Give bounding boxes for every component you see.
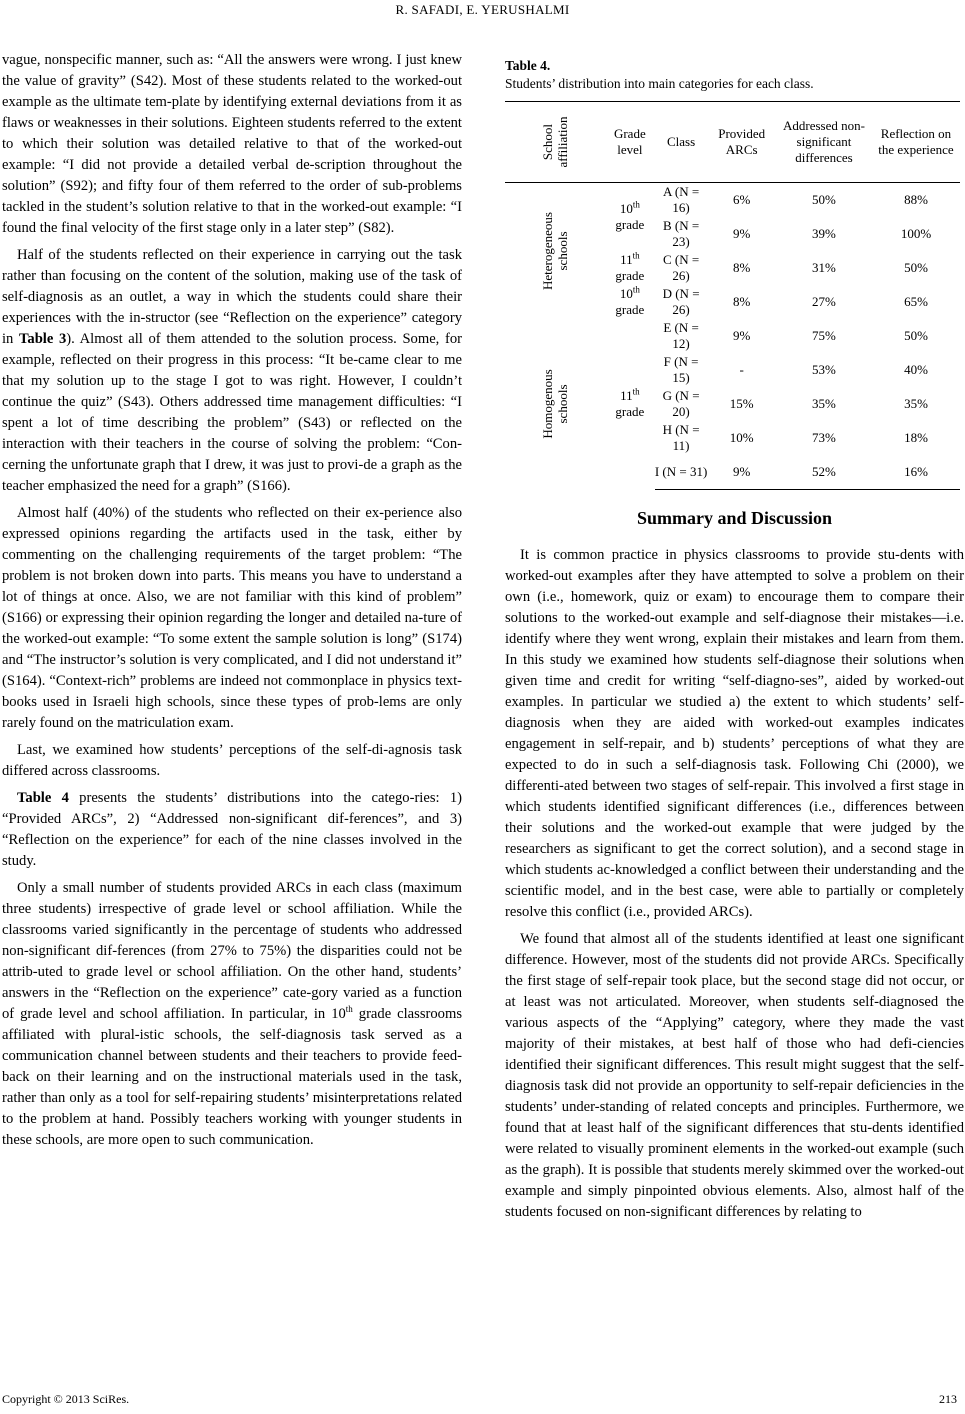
table-title: Table 4. [505,58,551,73]
section-heading: Summary and Discussion [636,508,833,528]
nonsig-cell: 52% [776,455,872,490]
table-caption: Students’ distribution into main categories for each class. [505,76,814,91]
paragraph: Half of the students reflected on their experience in carrying out the task rather than focusing on the content of the solution, making use of the task of self-diagnosis as an outlet, a way in which the students could share their experiences with the in-structor (see “Reflection on the experience” category in Table 3). Almost all of them attended to the solution process. Some, for example, reflected on their progress in this process: “It be-came clear to me that my solution up to the stage I got to was right. However, I couldn’t continue the quiz” (S43). Others addressed time management difficulties: “I spent a lot of time describing the problem” (S43) or reflected on the interaction with their teachers in the course of solving the problem: “Con-cerning the unfortunate graph that I drew, it was just to provi-de a graph as the teacher emphasized the need for a graph” (S166). [2,247,462,494]
class-cell: D (N = 26) [662,286,700,317]
right-column [505,545,964,1223]
header-class: Class [655,102,708,183]
paragraph: It is common practice in physics classrooms to provide stu-dents with worked-out examples after they have attempted to solve a problem on their own (i.e., homework, quiz or exam) to encourage them to compare their solutions to the worked-out example and self-diagnose their mistakes—i.e. identify where they went wrong, explain their mistakes and learn from them. In this study we examined how students self-diagnose their solutions when given time and credit for writing “self-diagno-ses”, aided by worked-out examples. In particular we studied a) the extent to which students’ self-diagnosis when they are aided with worked-out examples indicates engagement in self-repair, and b) students’ perceptions of what they are expected to do in such a self-diagnosis task. Following Chi (2000), we differenti-ated between two stages of self-repair. This involved a first stage in which students identified significant differences (i.e., differences between their solutions and the worked-out example that were judged by the researchers as significant to get the correct solution), and a second stage in which students ac-knowledged a conflict between their understanding and the scientific model, and in the best case, were able to partially or completely resolve this conflict (i.e., provided ARCs). [505,547,964,920]
arcs-cell: 9% [733,226,751,241]
nonsig-cell: 31% [812,260,836,275]
reflection-cell: 40% [904,362,928,377]
grade-10: 10th grade [615,284,645,317]
grade-11: 11th grade [615,386,645,420]
class-cell: F (N = 15) [663,354,699,385]
running-head: R. SAFADI, E. YERUSHALMI [395,2,570,17]
arcs-cell: 8% [733,260,751,275]
reflection-cell: 16% [872,455,960,490]
nonsig-cell: 35% [812,396,836,411]
table-3-reference: Table 3 [19,331,67,347]
reflection-cell: 50% [904,328,928,343]
page-number: 213 [939,1392,957,1406]
nonsig-cell: 50% [812,192,836,207]
class-cell: B (N = 23) [662,218,700,249]
paragraph: vague, nonspecific manner, such as: “All the answers were wrong. I just knew the value of gravity” (S42). Most of these students related to the worked-out example as the ultimate tem-plate by identifying external deviations from it as flaws or weaknesses in their solutions. Eighteen students referred to the extent to which their solution was detailed relative to that of the worked-out example: “I did not provide a detailed verbal de-scription throughout the solution” (S92); and fifty four of them referred to the order of sub-problems tackled in the student’s solution relative to that in the worked-out example: “I found the final velocity of the first stage only in a later step” (S82). [2,52,462,236]
nonsig-cell: 73% [812,430,836,445]
class-cell: H (N = 11) [662,422,700,453]
paragraph: Last, we examined how students’ perceptions of the self-di-agnosis task differed across classrooms. [2,742,462,779]
header-grade-level: Grade level [605,102,655,183]
arcs-cell: - [739,362,744,377]
arcs-cell: 9% [733,328,751,343]
left-column [2,50,462,1151]
arcs-cell: 6% [733,192,751,207]
paragraph: Almost half (40%) of the students who reflected on their ex-perience also expressed opinions regarding the artifacts used in the task, either by commenting on the challenging requirements of the target problem: “The problem is not broken down into parts. This means you have to understand a lot of things at once. Also, we are not familiar with this kind of problem” (S166) or expressing their opinion regarding the longer and detailed na-ture of the worked-out example: “To some extent the sample solution is long” (S174) and “The instructor’s solution is very complicated, and I did not understand it” (S164). “Context-rich” problems are indeed not commonplace in physics text-books used in Israeli high schools, since these types of prob-lems are only rarely found on the matriculation exam. [2,505,462,731]
reflection-cell: 35% [904,396,928,411]
nonsig-cell: 53% [812,362,836,377]
group-heterogeneous: Heterogeneous schools [540,211,570,290]
arcs-cell: 8% [733,294,751,309]
grade-10: 10th grade [615,199,645,232]
reflection-cell: 65% [904,294,928,309]
table-4-reference: Table 4 [17,790,69,806]
paragraph: We found that almost all of the students identified at least one significant difference. However, most of the students did not provide ARCs. Specifically the first stage of self-repair took place, but the second stage did not occur, or at least was not articulated. Moreover, when students self-diagnosed the various aspects of the “Applying” category, where they made the vast majority of their mistakes, at best half of those who had defi-ciencies identified their significant differences. This result might suggest that the self-diagnosis task did not provide an opportunity to self-repair deficiencies in the students’ under-standing of related concepts and principles. Furthermore, we found that at least half of the significant differences that stu-dents identified were related to visually prominent elements in the worked-out example (such as the graph). It is possible that students merely skimmed over the worked-out example and simply pinpointed obvious elements. Also, almost half of the students focused on non-significant differences by relating to [505,931,964,1220]
arcs-cell: 10% [729,430,754,445]
class-cell: G (N = 20) [662,388,700,419]
header-school-affiliation: School affiliation [505,102,605,183]
class-cell: C (N = 26) [662,252,700,283]
nonsig-cell: 75% [812,328,836,343]
grade-11: 11th grade [615,250,645,283]
reflection-cell: 100% [900,226,932,241]
paragraph: Only a small number of students provided ARCs in each class (maximum three students) irrespective of grade level or school affiliation. While the classrooms varied significantly in the percentage of students who addressed non-significant dif-ferences (from 27% to 75%) the disparities could not be attrib-uted to grade level or school affiliation. On the other hand, students’ answers in the “Reflection on the experience” cate-gory varied as a function of grade level and school affiliation. In particular, in 10th grade classrooms affiliated with plural-istic schools, the self-diagnosis task served as a communication channel between students and their teachers to provide feed-back on their learning and on the instructional materials used in the task, rather than only as a tool for self-repairing students’ misinterpretations related to the problem at hand. Possibly teachers working with younger students in these schools, are more open to such communication. [2,880,463,1148]
paragraph: Table 4 presents the students’ distributions into the catego-ries: 1) “Provided ARCs”, 2) “Addressed non-significant dif-ferences”, and 3) “Reflection on the experience” for each of the nine classes involved in the study. [2,790,462,869]
table-4 [505,57,960,479]
nonsig-cell: 39% [812,226,836,241]
header-provided-arcs: Provided ARCs [707,102,776,183]
class-cell: A (N = 16) [662,184,700,215]
nonsig-cell: 27% [812,294,836,309]
header-nonsignificant: Addressed non-significant differences [776,102,872,183]
copyright: Copyright © 2013 SciRes. [2,1392,130,1406]
arcs-cell: 9% [707,455,776,490]
class-cell: I (N = 31) [655,455,708,490]
reflection-cell: 18% [904,430,928,445]
arcs-cell: 15% [729,396,754,411]
reflection-cell: 88% [904,192,928,207]
class-cell: E (N = 12) [663,320,699,351]
table-4-grid [505,101,960,490]
group-homogenous: Homogenous schools [540,369,570,439]
reflection-cell: 50% [904,260,928,275]
header-reflection: Reflection on the experience [872,102,960,183]
